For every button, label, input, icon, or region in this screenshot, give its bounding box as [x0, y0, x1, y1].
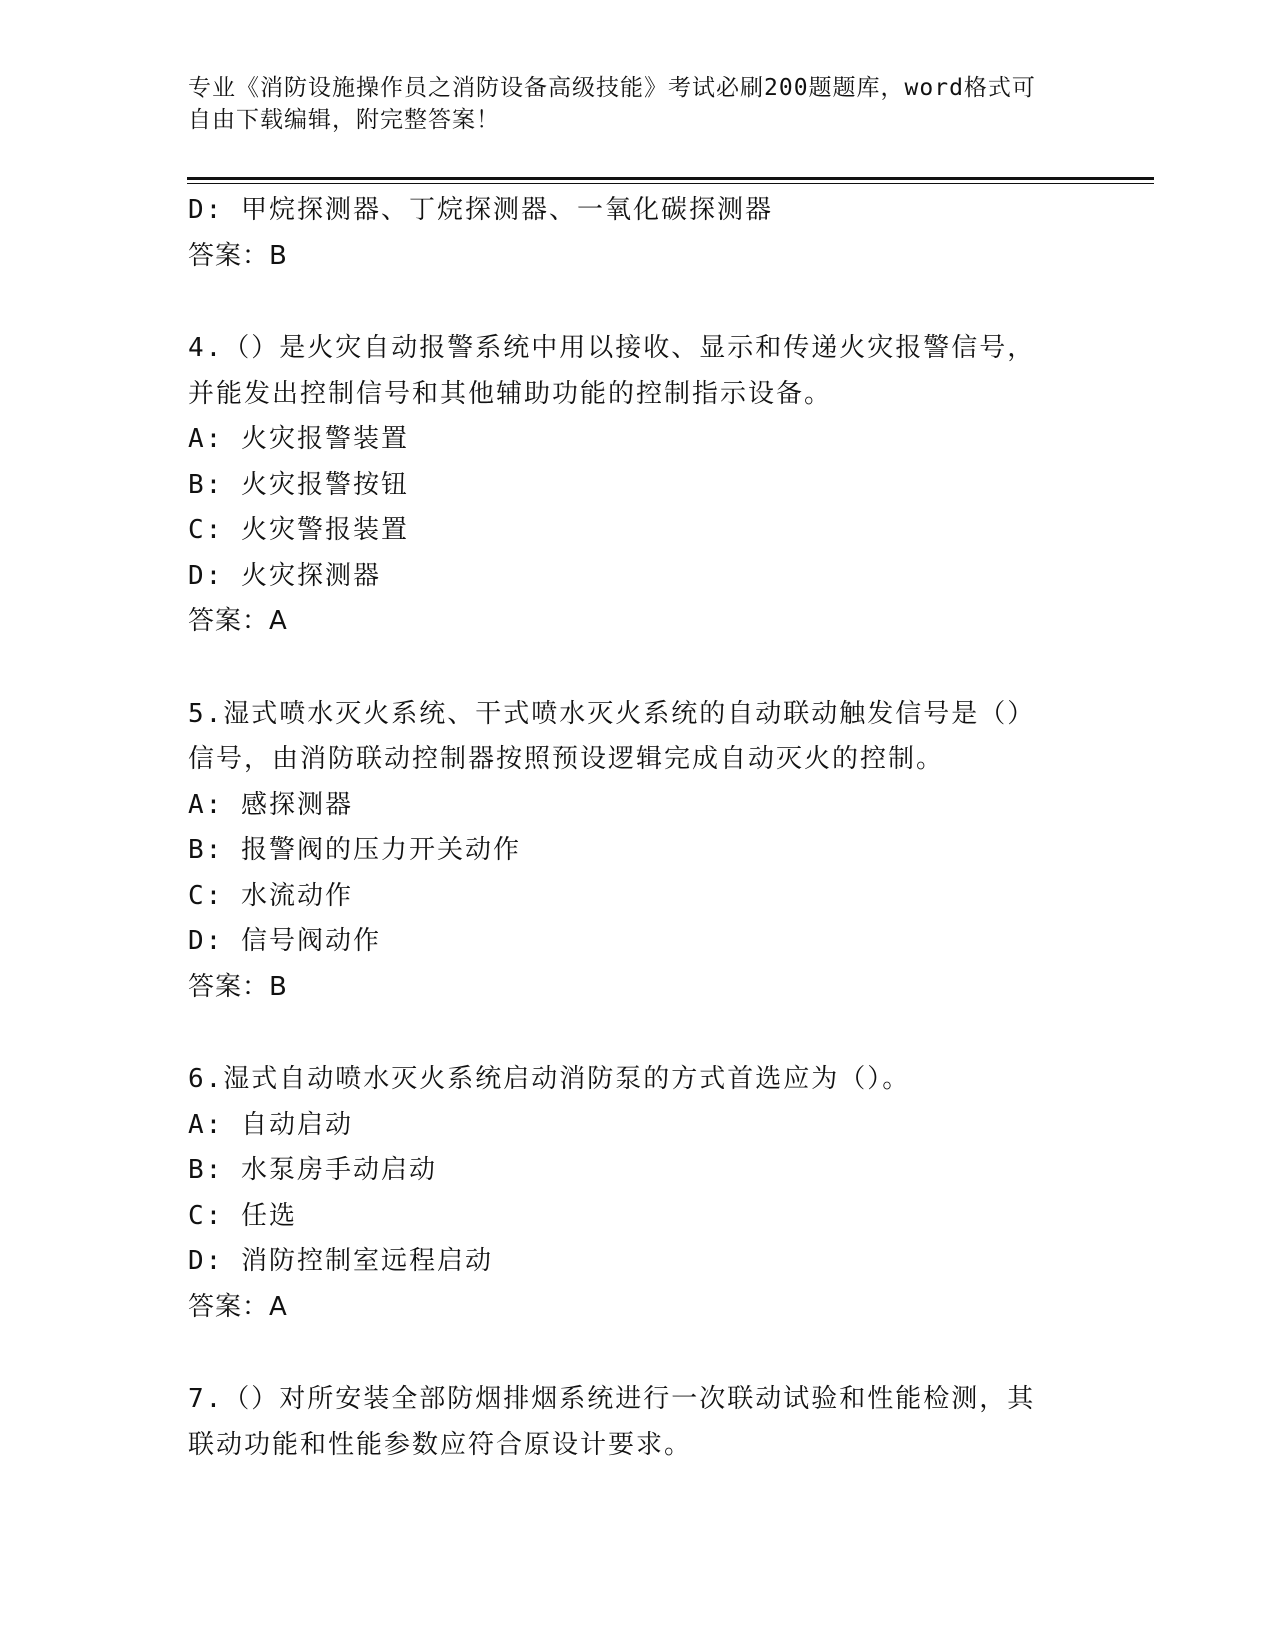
answer-line: 答案：B	[188, 240, 288, 271]
option-c: C: 火灾警报装置	[188, 515, 409, 545]
question-content	[188, 188, 1088, 1468]
question-stem-line: 4.（）是火灾自动报警系统中用以接收、显示和传递火灾报警信号，	[188, 333, 1036, 363]
header-divider-thin	[187, 183, 1154, 184]
question-6	[188, 1057, 1088, 1330]
option-a: A: 感探测器	[188, 789, 353, 820]
answer-line: 答案：A	[188, 606, 288, 636]
carryover-question	[188, 188, 1088, 279]
question-stem-line: 5.湿式喷水灭火系统、干式喷水灭火系统的自动联动触发信号是（）	[188, 698, 1036, 729]
option-d: D: 甲烷探测器、丁烷探测器、一氧化碳探测器	[188, 195, 773, 225]
answer-line: 答案：B	[188, 971, 288, 1002]
header-divider-thick	[187, 177, 1154, 180]
option-a: A: 火灾报警装置	[188, 424, 409, 454]
option-c: C: 水流动作	[188, 880, 353, 911]
option-b: B: 报警阀的压力开关动作	[188, 835, 521, 865]
question-7	[188, 1377, 1088, 1468]
question-stem-line: 联动功能和性能参数应符合原设计要求。	[188, 1429, 693, 1460]
spacer	[188, 645, 1088, 692]
option-c: C: 任选	[188, 1200, 297, 1231]
question-stem-line: 6.湿式自动喷水灭火系统启动消防泵的方式首选应为（）。	[188, 1064, 911, 1094]
spacer	[188, 1330, 1088, 1377]
option-d: D: 信号阀动作	[188, 926, 381, 956]
option-a: A: 自动启动	[188, 1109, 353, 1140]
question-stem-line: 7.（）对所安装全部防烟排烟系统进行一次联动试验和性能检测，其	[188, 1384, 1036, 1414]
header-line-1: 专业《消防设施操作员之消防设备高级技能》考试必刷200题题库，word格式可	[188, 75, 1036, 101]
page-header	[188, 72, 1068, 136]
option-d: D: 消防控制室远程启动	[188, 1246, 493, 1276]
answer-line: 答案：A	[188, 1291, 288, 1322]
spacer	[188, 1010, 1088, 1057]
spacer	[188, 279, 1088, 326]
question-5	[188, 692, 1088, 1011]
option-b: B: 火灾报警按钮	[188, 469, 409, 500]
option-d: D: 火灾探测器	[188, 560, 381, 591]
option-b: B: 水泵房手动启动	[188, 1155, 437, 1185]
question-stem-line: 信号，由消防联动控制器按照预设逻辑完成自动灭火的控制。	[188, 744, 945, 774]
header-line-2: 自由下载编辑，附完整答案！	[188, 107, 500, 133]
question-4	[188, 326, 1088, 645]
question-stem-line: 并能发出控制信号和其他辅助功能的控制指示设备。	[188, 378, 833, 409]
